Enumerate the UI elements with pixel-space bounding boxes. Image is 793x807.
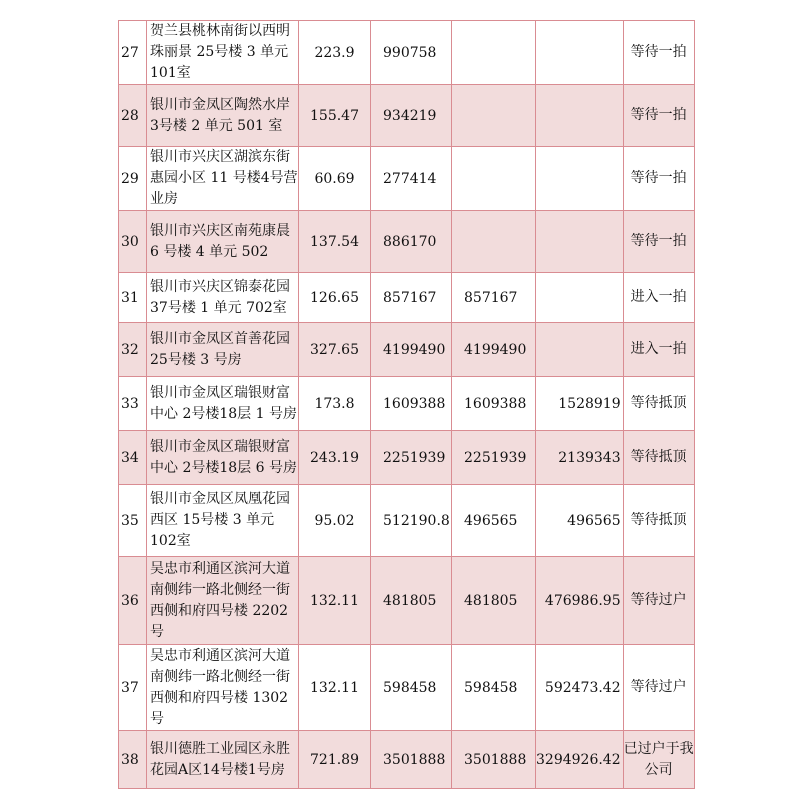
status-text: 等待抵顶: [623, 377, 694, 431]
row-number: 33: [119, 377, 147, 431]
property-address: 银川市兴庆区锦泰花园 37号楼 1 单元 702室: [147, 273, 299, 323]
property-area: 223.9: [299, 21, 371, 85]
value-1: 1609388: [371, 377, 452, 431]
property-address: 银川市金凤区瑞银财富中心 2号楼18层 1 号房: [147, 377, 299, 431]
value-1: 598458: [371, 645, 452, 731]
table-row: [119, 731, 695, 789]
property-address: 银川市兴庆区南苑康晨 6 号楼 4 单元 502: [147, 211, 299, 273]
value-3: [536, 147, 624, 211]
value-1: 4199490: [371, 323, 452, 377]
table-row: [119, 645, 695, 731]
value-2: 1609388: [452, 377, 536, 431]
value-2: [452, 21, 536, 85]
property-area: 60.69: [299, 147, 371, 211]
property-table: [118, 20, 695, 789]
row-number: 32: [119, 323, 147, 377]
property-address: 银川市金凤区凤凰花园西区 15号楼 3 单元 102室: [147, 485, 299, 557]
value-2: [452, 211, 536, 273]
value-2: 496565: [452, 485, 536, 557]
row-number: 31: [119, 273, 147, 323]
property-address: 银川市金凤区陶然水岸 3号楼 2 单元 501 室: [147, 85, 299, 147]
value-3: 592473.42: [536, 645, 624, 731]
table-row: [119, 485, 695, 557]
property-area: 173.8: [299, 377, 371, 431]
value-2: [452, 85, 536, 147]
value-1: 3501888: [371, 731, 452, 789]
property-area: 132.11: [299, 557, 371, 645]
value-2: 598458: [452, 645, 536, 731]
property-area: 126.65: [299, 273, 371, 323]
status-text: 已过户于我公司: [623, 731, 694, 789]
value-1: 481805: [371, 557, 452, 645]
row-number: 27: [119, 21, 147, 85]
row-number: 30: [119, 211, 147, 273]
value-1: 857167: [371, 273, 452, 323]
value-1: 934219: [371, 85, 452, 147]
value-1: 277414: [371, 147, 452, 211]
value-3: [536, 323, 624, 377]
status-text: 等待一拍: [623, 85, 694, 147]
property-area: 155.47: [299, 85, 371, 147]
table-row: [119, 85, 695, 147]
status-text: 等待抵顶: [623, 431, 694, 485]
value-1: 2251939: [371, 431, 452, 485]
status-text: 等待过户: [623, 557, 694, 645]
row-number: 36: [119, 557, 147, 645]
table-row: [119, 273, 695, 323]
value-2: 857167: [452, 273, 536, 323]
table-row: [119, 211, 695, 273]
property-address: 吴忠市利通区滨河大道南侧纬一路北侧经一街西侧和府四号楼 2202号: [147, 557, 299, 645]
property-area: 137.54: [299, 211, 371, 273]
property-address: 银川市金凤区首善花园 25号楼 3 号房: [147, 323, 299, 377]
property-area: 243.19: [299, 431, 371, 485]
status-text: 进入一拍: [623, 323, 694, 377]
status-text: 等待一拍: [623, 211, 694, 273]
status-text: 进入一拍: [623, 273, 694, 323]
value-2: 481805: [452, 557, 536, 645]
status-text: 等待一拍: [623, 21, 694, 85]
value-3: [536, 85, 624, 147]
value-1: 512190.8: [371, 485, 452, 557]
property-area: 95.02: [299, 485, 371, 557]
value-3: 3294926.42: [536, 731, 624, 789]
table-row: [119, 431, 695, 485]
value-3: 2139343: [536, 431, 624, 485]
value-3: [536, 273, 624, 323]
status-text: 等待抵顶: [623, 485, 694, 557]
table-row: [119, 557, 695, 645]
table-row: [119, 377, 695, 431]
value-2: 3501888: [452, 731, 536, 789]
property-area: 132.11: [299, 645, 371, 731]
property-address: 银川市金凤区瑞银财富中心 2号楼18层 6 号房: [147, 431, 299, 485]
property-area: 327.65: [299, 323, 371, 377]
row-number: 29: [119, 147, 147, 211]
table-row: [119, 323, 695, 377]
value-3: [536, 21, 624, 85]
status-text: 等待过户: [623, 645, 694, 731]
value-3: [536, 211, 624, 273]
row-number: 35: [119, 485, 147, 557]
property-area: 721.89: [299, 731, 371, 789]
value-3: 1528919: [536, 377, 624, 431]
value-3: 496565: [536, 485, 624, 557]
value-3: 476986.95: [536, 557, 624, 645]
value-1: 990758: [371, 21, 452, 85]
property-address: 贺兰县桃林南街以西明珠丽景 25号楼 3 单元 101室: [147, 21, 299, 85]
row-number: 38: [119, 731, 147, 789]
row-number: 28: [119, 85, 147, 147]
property-address: 银川市兴庆区湖滨东街惠园小区 11 号楼4号营业房: [147, 147, 299, 211]
value-2: 2251939: [452, 431, 536, 485]
value-2: [452, 147, 536, 211]
value-2: 4199490: [452, 323, 536, 377]
table-row: [119, 21, 695, 85]
value-1: 886170: [371, 211, 452, 273]
property-address: 银川德胜工业园区永胜花园A区14号楼1号房: [147, 731, 299, 789]
table-row: [119, 147, 695, 211]
status-text: 等待一拍: [623, 147, 694, 211]
property-address: 吴忠市利通区滨河大道南侧纬一路北侧经一街西侧和府四号楼 1302号: [147, 645, 299, 731]
row-number: 37: [119, 645, 147, 731]
row-number: 34: [119, 431, 147, 485]
